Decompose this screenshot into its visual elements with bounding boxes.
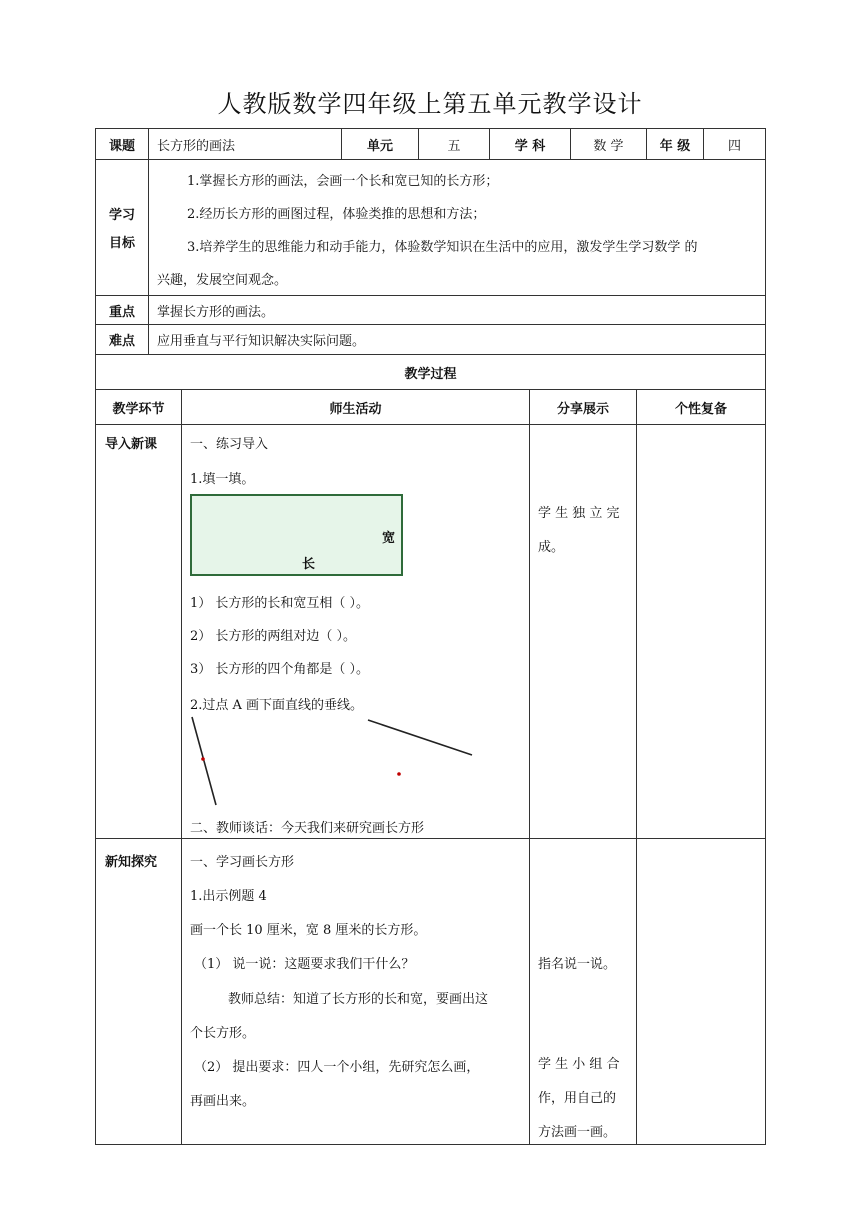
- objectives-label-cell: [95, 159, 149, 296]
- section1-notes-cell: [636, 424, 766, 839]
- section2-line: 再画出来。: [190, 1094, 256, 1109]
- section1-question: 1） 长方形的长和宽互相（ ）。: [190, 596, 370, 611]
- section2-share-text: 作，用自己的: [538, 1091, 617, 1106]
- section2-share-text: 指名说一说。: [538, 957, 617, 972]
- section2-line: （2） 提出要求：四人一个小组，先研究怎么画，: [194, 1060, 480, 1075]
- section1-line: 1.填一填。: [190, 472, 255, 487]
- unit-label-cell: 单元: [341, 128, 419, 160]
- section2-line: 教师总结：知道了长方形的长和宽，要画出这: [228, 992, 489, 1007]
- section2-line: 1.出示例题 4: [190, 889, 267, 904]
- column-header-stage: 教学环节: [95, 389, 182, 425]
- point-a-marker: [397, 772, 401, 776]
- objectives-label-line2: 目标: [108, 236, 135, 251]
- subject-value-cell: 数 学: [570, 128, 647, 160]
- rectangle-length-label: 长: [302, 557, 316, 572]
- section1-line: 一、练习导入: [190, 437, 269, 452]
- difficulty-value-cell: 应用垂直与平行知识解决实际问题。: [148, 324, 766, 355]
- section1-share-text: 学 生 独 立 完: [538, 506, 620, 521]
- line-segment-right: [368, 720, 472, 755]
- objectives-label-line1: 学习: [108, 208, 135, 223]
- section2-stage-cell: [95, 838, 182, 1145]
- section1-question: 2） 长方形的两组对边（ ）。: [190, 629, 357, 644]
- column-header-share: 分享展示: [529, 389, 637, 425]
- section2-share-text: 方法画一画。: [538, 1125, 617, 1140]
- topic-label-cell: 课题: [95, 128, 149, 160]
- section2-share-text: 学 生 小 组 合: [538, 1057, 620, 1072]
- objective-item: 1.掌握长方形的画法，会画一个长和宽已知的长方形；: [187, 174, 499, 189]
- section1-line: 2.过点 A 画下面直线的垂线。: [190, 698, 364, 713]
- length-width-rectangle: [190, 494, 403, 576]
- objectives-content-cell: [148, 159, 766, 296]
- section1-stage-name: 导入新课: [105, 437, 158, 452]
- section1-activity-cell: [181, 424, 530, 839]
- section1-share-cell: [529, 424, 637, 839]
- point-on-left-line: [201, 757, 205, 761]
- grade-value-cell: 四: [703, 128, 766, 160]
- section2-line: 个长方形。: [190, 1026, 256, 1041]
- topic-value-cell: 长方形的画法: [148, 128, 342, 160]
- unit-value-cell: 五: [418, 128, 490, 160]
- section1-line: 二、教师谈话：今天我们来研究画长方形: [190, 821, 425, 836]
- column-header-notes: 个性复备: [636, 389, 766, 425]
- section1-share-text: 成。: [538, 540, 565, 555]
- section2-activity-cell: [181, 838, 530, 1145]
- line-segment-left: [192, 717, 216, 805]
- rectangle-width-label: 宽: [381, 531, 395, 546]
- process-heading-cell: 教学过程: [95, 354, 766, 390]
- section2-line: 一、学习画长方形: [190, 855, 295, 870]
- key-point-label-cell: 重点: [95, 295, 149, 325]
- section2-notes-cell: [636, 838, 766, 1145]
- column-header-activity: 师生活动: [181, 389, 530, 425]
- section2-line: （1） 说一说：这题要求我们干什么？: [194, 957, 415, 972]
- page-title: 人教版数学四年级上第五单元教学设计: [217, 90, 643, 118]
- objective-item: 兴趣，发展空间观念。: [157, 273, 288, 288]
- objective-item: 2.经历长方形的画图过程，体验类推的思想和方法；: [187, 207, 486, 222]
- difficulty-label-cell: 难点: [95, 324, 149, 355]
- key-point-value-cell: 掌握长方形的画法。: [148, 295, 766, 325]
- section1-stage-cell: [95, 424, 182, 839]
- section1-question: 3） 长方形的四个角都是（ ）。: [190, 662, 370, 677]
- section2-share-cell: [529, 838, 637, 1145]
- section2-line: 画一个长 10 厘米，宽 8 厘米的长方形。: [190, 923, 427, 938]
- section2-stage-name: 新知探究: [105, 855, 158, 870]
- perpendicular-exercise-figure: [182, 713, 522, 809]
- grade-label-cell: 年 级: [646, 128, 704, 160]
- objective-item: 3.培养学生的思维能力和动手能力，体验数学知识在生活中的应用，激发学生学习数学 的: [187, 240, 698, 255]
- subject-label-cell: 学 科: [489, 128, 571, 160]
